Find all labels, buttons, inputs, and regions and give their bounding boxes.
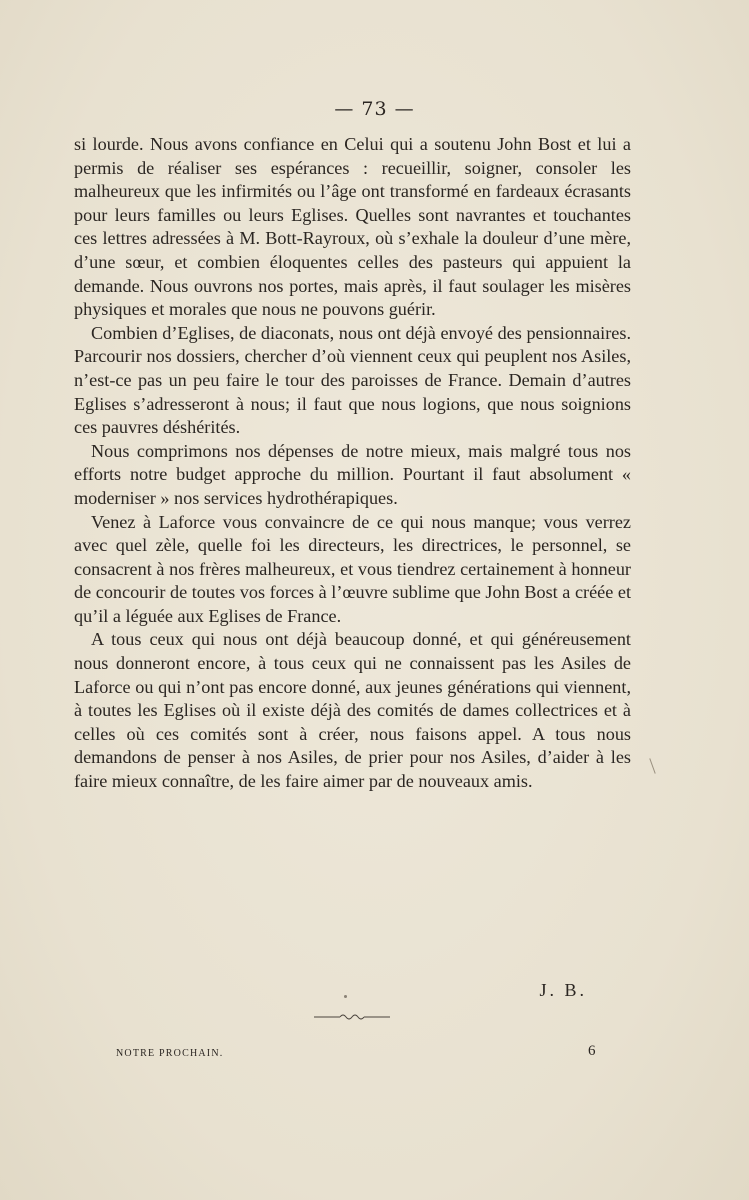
ornament-divider-icon [312, 1010, 392, 1024]
paragraph-1: si lourde. Nous avons confiance en Celui qui a soutenu John Bost et lui a permis de réaliser ses espérances : recueillir, soigner, consoler les malheureux que les infirmités ou l’âge ont transformé en fardeaux écrasants pour leurs familles ou leurs Eglises. Quelles sont navrantes et touchantes ces lettres adressées à M. Bott-Rayroux, où s’exhale la douleur d’une mère, d’une sœur, et combien éloquentes celles des pasteurs qui appuient la demande. Nous ouvrons nos portes, mais après, il faut soulager les misères physiques et morales que nous ne pouvons guérir. [74, 134, 631, 320]
paragraph-3: Nous comprimons nos dépenses de notre mieux, mais malgré tous nos efforts notre budget approche du million. Pourtant il faut absolument « moderniser » nos services hydrothérapiques. [74, 440, 631, 508]
page-number: — 73 — [334, 98, 415, 120]
footer-signature-number: 6 [588, 1043, 596, 1059]
decorative-dot [344, 995, 347, 998]
paragraph-5: A tous ceux qui nous ont déjà beaucoup donné, et qui généreusement nous donneront encore, à tous ceux qui ne connaissent pas les Asiles de Laforce ou qui n’ont pas encore donné, aux jeunes générations qui viennent, à toutes les Eglises où il existe déjà des comités de dames collectrices et à celles où ces comités sont à créer, nous faisons appel. A tous nous demandons de penser à nos Asiles, de prier pour nos Asiles, d’aider à les faire mieux connaître, de les faire aimer par de nouveaux amis. [74, 629, 631, 792]
paragraph-2: Combien d’Eglises, de diaconats, nous ont déjà envoyé des pensionnaires. Parcourir nos dossiers, chercher d’où viennent ceux qui peuplent nos Asiles, n’est-ce pas un peu faire le tour des paroisses de France. Demain d’autres Eglises s’adresseront à nous; il faut que nous logions, que nous soignions ces pauvres déshérités. [74, 322, 631, 438]
signature: J. B. [539, 980, 587, 1000]
footer-journal-title: NOTRE PROCHAIN. [116, 1048, 224, 1059]
body-text [74, 133, 631, 794]
paragraph-4: Venez à Laforce vous convaincre de ce qui nous manque; vous verrez avec quel zèle, quelle foi les directeurs, les directrices, le personnel, se consacrent à nos frères malheureux, et vous tiendrez certainement à honneur de concourir de toutes vos forces à l’œuvre sublime que John Bost a créée et qu’il a léguée aux Eglises de France. [74, 511, 631, 626]
margin-mark [649, 758, 655, 773]
